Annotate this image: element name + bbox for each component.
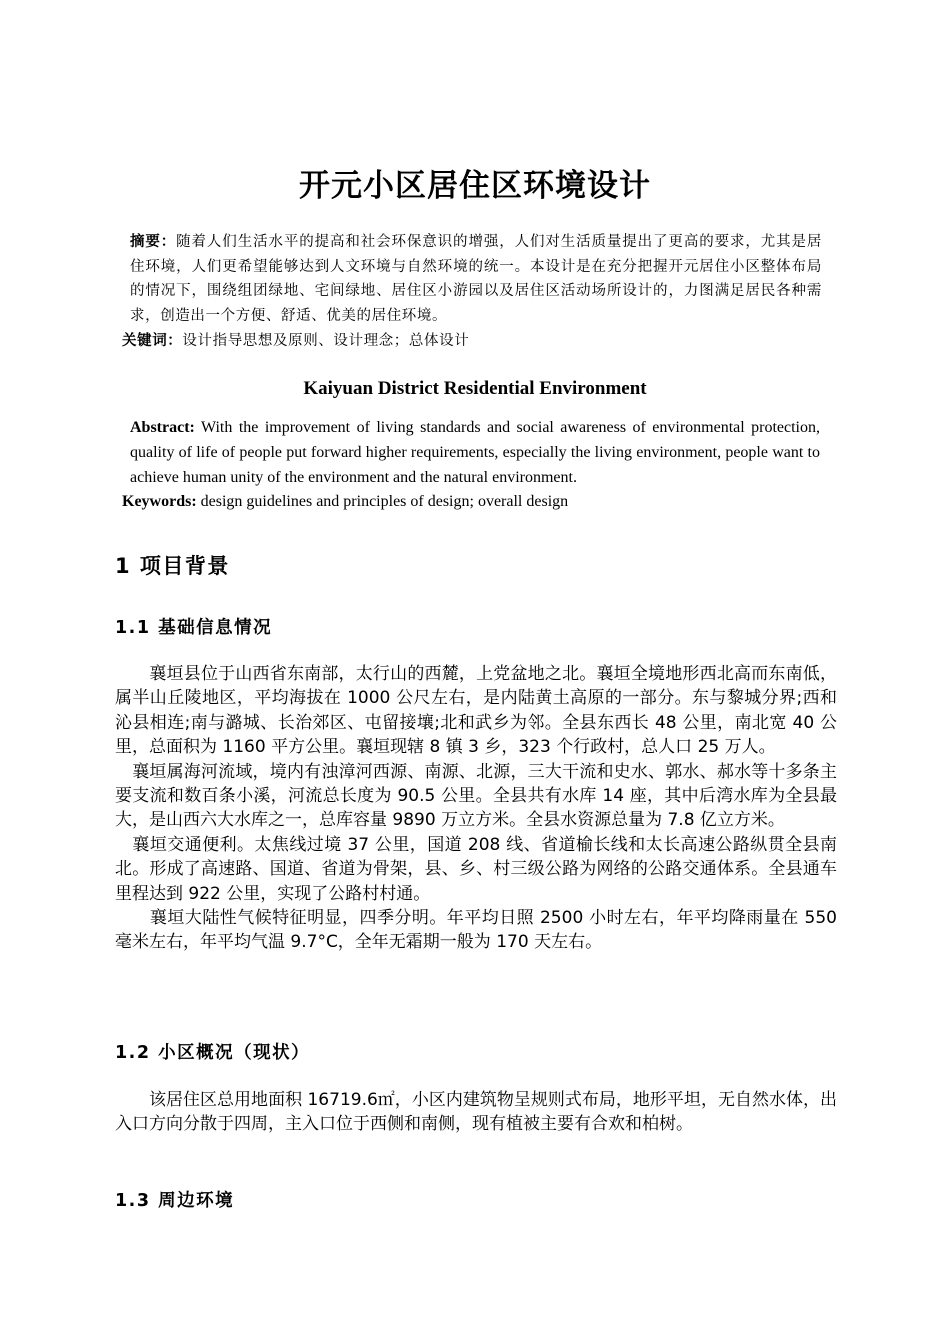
document-title: 开元小区居住区环境设计 xyxy=(299,168,651,204)
paragraph: 襄垣县位于山西省东南部，太行山的西麓，上党盆地之北。襄垣全境地形西北高而东南低，属半山丘陵地区，平均海拔在 1000 公尺左右，是内陆黄土高原的一部分。东与黎城分界;西和沁县相连;南与潞城、长治郊区、屯留接壤;北和武乡为邻。全县东西长 48 公里，南北宽 40 公里，总面积为 1160 平方公里。襄垣现辖 8 镇 3 乡，323 个行政村，总人口 25 万人。 xyxy=(115,664,837,758)
chinese-abstract-text: 随着人们生活水平的提高和社会环保意识的增强，人们对生活质量提出了更高的要求，尤其是居住环境，人们更希望能够达到人文环境与自然环境的统一。本设计是在充分把握开元居住小区整体布局的情况下，围绕组团绿地、宅间绿地、居住区小游园以及居住区活动场所设计的，力图满足居民各种需求，创造出一个方便、舒适、优美的居住环境。 xyxy=(130,234,822,324)
paragraph: 该居住区总用地面积 16719.6㎡，小区内建筑物呈规则式布局，地形平坦，无自然水体，出入口方向分散于四周，主入口位于西侧和南侧，现有植被主要有合欢和柏树。 xyxy=(115,1090,837,1135)
chinese-keywords-label: 关键词： xyxy=(122,333,183,349)
english-keywords xyxy=(122,489,822,514)
paragraph: 襄垣大陆性气候特征明显，四季分明。年平均日照 2500 小时左右，年平均降雨量在 550 毫米左右，年平均气温 9.7°C，全年无霜期一般为 170 天左右。 xyxy=(115,908,837,953)
english-keywords-text: design guidelines and principles of design; overall design xyxy=(196,493,569,510)
subsection-body-1-2 xyxy=(115,1088,837,1137)
paragraph: 襄垣交通便利。太焦线过境 37 公里，国道 208 线、省道榆长线和太长高速公路纵贯全县南北。形成了高速路、国道、省道为骨架，县、乡、村三级公路为网络的公路交通体系。全县通车里程达到 922 公里，实现了公路村村通。 xyxy=(115,834,837,904)
chinese-abstract-label: 摘要： xyxy=(130,234,177,250)
subsection-heading-1-3: 1.3 周边环境 xyxy=(115,1191,235,1211)
english-abstract-label: Abstract: xyxy=(130,419,195,436)
subsection-heading-1-2: 1.2 小区概况（现状） xyxy=(115,1043,311,1063)
chinese-abstract xyxy=(130,230,822,328)
chinese-keywords xyxy=(122,329,822,353)
english-abstract xyxy=(130,415,820,490)
english-title: Kaiyuan District Residential Environment xyxy=(303,378,647,399)
english-abstract-text: With the improvement of living standards and social awareness of environmental protection, quality of life of people put forward higher requirements, especially the living environment, people want to achieve human unity of the environment and the natural environment. xyxy=(130,419,820,486)
subsection-heading-1-1: 1.1 基础信息情况 xyxy=(115,618,273,638)
subsection-body-1-1 xyxy=(115,662,837,955)
english-keywords-label: Keywords: xyxy=(122,493,197,510)
chinese-keywords-text: 设计指导思想及原则、设计理念；总体设计 xyxy=(182,333,470,349)
section-heading: 1 项目背景 xyxy=(115,554,230,578)
paragraph: 襄垣属海河流域，境内有浊漳河西源、南源、北源，三大干流和史水、郭水、郝水等十多条主要支流和数百条小溪，河流总长度为 90.5 公里。全县共有水库 14 座，其中后湾水库为全县最大，是山西六大水库之一，总库容量 9890 万立方米。全县水资源总量为 7.8 亿立方米。 xyxy=(115,761,837,831)
